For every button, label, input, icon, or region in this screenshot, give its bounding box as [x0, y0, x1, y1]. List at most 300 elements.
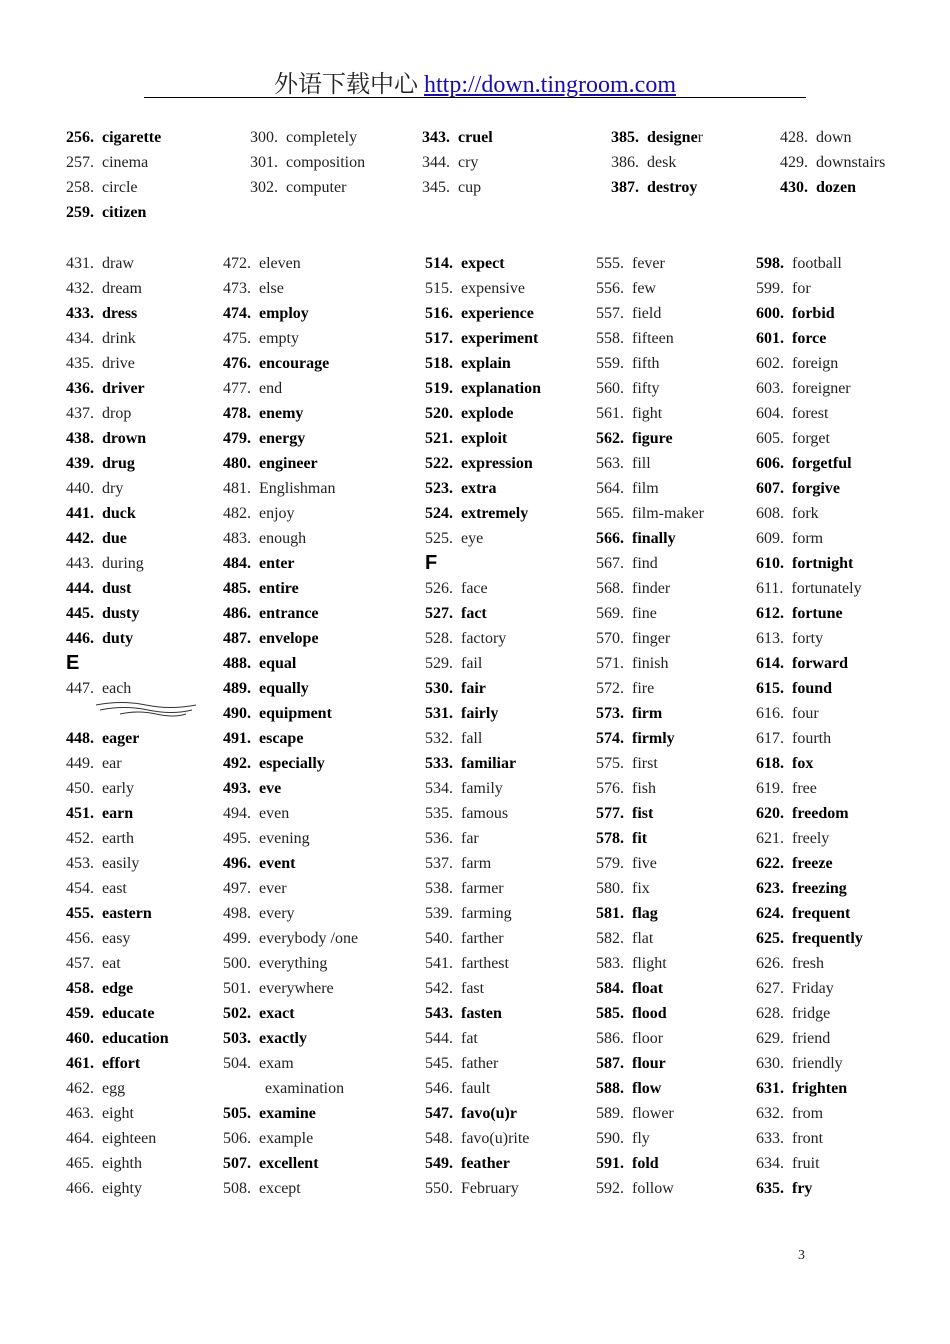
entry-number: 501. — [223, 980, 251, 997]
entry-number: 561. — [596, 405, 624, 422]
entry-word: evening — [259, 830, 310, 847]
word-column — [422, 125, 493, 200]
entry-word: exact — [259, 1005, 295, 1022]
entry-word: east — [102, 880, 127, 897]
entry-number: 483. — [223, 530, 251, 547]
entry-number: 557. — [596, 305, 624, 322]
word-entry — [596, 751, 704, 776]
entry-number: 486. — [223, 605, 251, 622]
word-entry — [425, 1176, 541, 1201]
entry-word: example — [259, 1130, 314, 1147]
header-rule — [144, 97, 806, 98]
word-entry — [756, 851, 863, 876]
word-entry — [66, 1101, 198, 1126]
entry-number: 258. — [66, 179, 94, 196]
entry-word: equal — [259, 655, 297, 672]
entry-number: 517. — [425, 330, 453, 347]
entry-number: 584. — [596, 980, 624, 997]
entry-number: 630. — [756, 1055, 784, 1072]
entry-number: 583. — [596, 955, 624, 972]
entry-number: 601. — [756, 330, 784, 347]
entry-word: few — [632, 280, 656, 297]
entry-word: explain — [461, 355, 511, 372]
entry-number: 540. — [425, 930, 453, 947]
word-entry — [596, 376, 704, 401]
word-entry — [756, 1001, 863, 1026]
word-entry — [250, 175, 365, 200]
entry-word: explode — [461, 405, 514, 422]
word-entry — [223, 351, 358, 376]
word-entry — [223, 401, 358, 426]
word-entry — [425, 651, 541, 676]
word-column — [250, 125, 365, 200]
entry-number: 566. — [596, 530, 624, 547]
entry-number: 485. — [223, 580, 251, 597]
entry-number: 431. — [66, 255, 94, 272]
entry-word: fast — [461, 980, 485, 997]
entry-number: 564. — [596, 480, 624, 497]
word-entry — [223, 676, 358, 701]
word-entry — [596, 801, 704, 826]
entry-number: 481. — [223, 480, 251, 497]
entry-number: 454. — [66, 880, 94, 897]
word-entry — [756, 951, 863, 976]
entry-word: familiar — [461, 755, 517, 772]
entry-number: 590. — [596, 1130, 624, 1147]
entry-number: 570. — [596, 630, 624, 647]
entry-word: even — [259, 805, 290, 822]
word-entry — [66, 251, 198, 276]
entry-number: 502. — [223, 1005, 251, 1022]
word-entry — [425, 751, 541, 776]
entry-word: friend — [792, 1030, 831, 1047]
entry-number: 499. — [223, 930, 251, 947]
word-entry — [66, 1151, 198, 1176]
entry-word: downstairs — [816, 154, 886, 171]
entry-number: 623. — [756, 880, 784, 897]
entry-word: composition — [286, 154, 366, 171]
entry-number: 477. — [223, 380, 251, 397]
word-entry — [425, 576, 541, 601]
word-entry — [66, 301, 198, 326]
entry-number: 516. — [425, 305, 453, 322]
entry-number: 463. — [66, 1105, 94, 1122]
entry-word: earn — [102, 805, 134, 822]
word-entry — [756, 351, 863, 376]
word-entry — [425, 526, 541, 551]
entry-word: energy — [259, 430, 306, 447]
entry-word: floor — [632, 1030, 664, 1047]
word-entry — [596, 951, 704, 976]
word-entry — [425, 926, 541, 951]
entry-number: 448. — [66, 730, 94, 747]
word-entry — [223, 551, 358, 576]
section-letter: E — [66, 652, 80, 674]
entry-number: 534. — [425, 780, 453, 797]
entry-number: 611. — [756, 580, 784, 597]
word-entry — [66, 501, 198, 526]
word-entry — [780, 125, 885, 150]
entry-word: driver — [102, 380, 145, 397]
entry-number: 565. — [596, 505, 624, 522]
word-entry — [425, 501, 541, 526]
entry-word: eighty — [102, 1180, 142, 1197]
entry-word: force — [792, 330, 827, 347]
word-entry — [596, 276, 704, 301]
entry-number: 581. — [596, 905, 624, 922]
entry-number: 524. — [425, 505, 453, 522]
entry-word: flood — [632, 1005, 667, 1022]
entry-word: eleven — [259, 255, 301, 272]
word-entry — [596, 701, 704, 726]
entry-word: down — [816, 129, 852, 146]
entry-number: 538. — [425, 880, 453, 897]
word-entry — [66, 876, 198, 901]
word-entry — [756, 1101, 863, 1126]
entry-number: 505. — [223, 1105, 251, 1122]
word-entry — [66, 1076, 198, 1101]
entry-number: 433. — [66, 305, 94, 322]
word-entry — [223, 951, 358, 976]
entry-word: free — [792, 780, 817, 797]
word-entry — [66, 326, 198, 351]
entry-word: ever — [259, 880, 287, 897]
entry-word: empty — [259, 330, 299, 347]
entry-word: forget — [792, 430, 830, 447]
entry-number: 634. — [756, 1155, 784, 1172]
word-entry — [66, 901, 198, 926]
entry-word: fish — [632, 780, 656, 797]
entry-number: 464. — [66, 1130, 94, 1147]
entry-number: 344. — [422, 154, 450, 171]
entry-word: except — [259, 1180, 301, 1197]
entry-word: designe — [647, 129, 698, 146]
word-entry — [756, 601, 863, 626]
entry-word: forgive — [792, 480, 840, 497]
entry-word: encourage — [259, 355, 330, 372]
word-entry — [756, 1051, 863, 1076]
entry-word: each — [102, 680, 132, 697]
entry-word: fridge — [792, 1005, 831, 1022]
entry-word: forgetful — [792, 455, 852, 472]
entry-number: 610. — [756, 555, 784, 572]
entry-number: 460. — [66, 1030, 94, 1047]
word-entry — [596, 476, 704, 501]
entry-word: farm — [461, 855, 492, 872]
entry-word: enough — [259, 530, 307, 547]
entry-number: 489. — [223, 680, 251, 697]
entry-number: 560. — [596, 380, 624, 397]
word-entry — [66, 125, 161, 150]
word-entry — [223, 526, 358, 551]
entry-number: 482. — [223, 505, 251, 522]
word-entry — [223, 451, 358, 476]
entry-word: dust — [102, 580, 132, 597]
word-entry — [596, 1026, 704, 1051]
entry-word: football — [792, 255, 842, 272]
entry-number: 546. — [425, 1080, 453, 1097]
word-entry — [66, 776, 198, 801]
entry-number: 550. — [425, 1180, 453, 1197]
entry-word: fortunately — [791, 580, 862, 597]
entry-word: expensive — [461, 280, 525, 297]
entry-number: 458. — [66, 980, 94, 997]
word-entry — [422, 150, 493, 175]
word-entry — [756, 901, 863, 926]
entry-word: else — [259, 280, 284, 297]
entry-number: 537. — [425, 855, 453, 872]
entry-number: 559. — [596, 355, 624, 372]
entry-number: 569. — [596, 605, 624, 622]
word-entry — [425, 1101, 541, 1126]
entry-number: 578. — [596, 830, 624, 847]
entry-word: fist — [632, 805, 654, 822]
entry-word: destroy — [647, 179, 698, 196]
entry-number: 598. — [756, 255, 784, 272]
word-entry — [756, 301, 863, 326]
entry-word: end — [259, 380, 283, 397]
entry-word: dream — [102, 280, 142, 297]
word-continuation: examination — [265, 1080, 345, 1097]
entry-number: 472. — [223, 255, 251, 272]
word-entry — [756, 626, 863, 651]
entry-number: 563. — [596, 455, 624, 472]
entry-number: 450. — [66, 780, 94, 797]
entry-word: flower — [632, 1105, 674, 1122]
entry-number: 435. — [66, 355, 94, 372]
entry-number: 443. — [66, 555, 94, 572]
word-entry — [596, 576, 704, 601]
entry-number: 343. — [422, 129, 450, 146]
word-entry — [223, 326, 358, 351]
entry-number: 439. — [66, 455, 94, 472]
word-entry — [223, 826, 358, 851]
entry-word: fault — [461, 1080, 491, 1097]
entry-word: exactly — [259, 1030, 307, 1047]
word-entry — [223, 1151, 358, 1176]
word-entry — [66, 926, 198, 951]
entry-word: enemy — [259, 405, 304, 422]
entry-number: 301. — [250, 154, 278, 171]
entry-word: eve — [259, 780, 282, 797]
entry-number: 620. — [756, 805, 784, 822]
entry-word: eye — [461, 530, 484, 547]
entry-word: freeze — [792, 855, 833, 872]
word-entry — [756, 451, 863, 476]
entry-word: due — [102, 530, 127, 547]
entry-number: 543. — [425, 1005, 453, 1022]
entry-word: event — [259, 855, 296, 872]
entry-number: 545. — [425, 1055, 453, 1072]
entry-number: 345. — [422, 179, 450, 196]
entry-word: fall — [461, 730, 483, 747]
word-entry — [596, 326, 704, 351]
page-number: 3 — [798, 1248, 805, 1263]
entry-word: eighth — [102, 1155, 142, 1172]
entry-word: fasten — [461, 1005, 502, 1022]
entry-number: 259. — [66, 204, 94, 221]
entry-number: 533. — [425, 755, 453, 772]
entry-number: 599. — [756, 280, 784, 297]
entry-number: 523. — [425, 480, 453, 497]
entry-number: 627. — [756, 980, 784, 997]
word-entry — [223, 1126, 358, 1151]
entry-word: farther — [461, 930, 504, 947]
entry-word: early — [102, 780, 134, 797]
word-entry — [596, 1176, 704, 1201]
word-entry — [596, 776, 704, 801]
entry-word: first — [632, 755, 658, 772]
entry-number: 633. — [756, 1130, 784, 1147]
word-entry — [596, 1001, 704, 1026]
word-entry — [223, 726, 358, 751]
entry-word: forest — [792, 405, 829, 422]
word-entry — [756, 401, 863, 426]
entry-number: 568. — [596, 580, 624, 597]
word-entry — [425, 1126, 541, 1151]
entry-number: 447. — [66, 680, 94, 697]
word-entry — [596, 1126, 704, 1151]
entry-word-suffix: r — [697, 129, 703, 146]
entry-word: farthest — [461, 955, 509, 972]
entry-word: far — [461, 830, 479, 847]
word-entry — [223, 776, 358, 801]
entry-word: found — [792, 680, 833, 697]
word-entry — [596, 676, 704, 701]
word-entry — [425, 826, 541, 851]
word-column — [611, 125, 703, 200]
entry-number: 587. — [596, 1055, 624, 1072]
entry-number: 488. — [223, 655, 251, 672]
word-entry — [756, 1076, 863, 1101]
entry-number: 592. — [596, 1180, 624, 1197]
entry-number: 500. — [223, 955, 251, 972]
entry-word: front — [792, 1130, 824, 1147]
word-entry — [223, 1051, 358, 1076]
word-entry — [223, 1026, 358, 1051]
entry-number: 536. — [425, 830, 453, 847]
word-entry — [223, 926, 358, 951]
word-entry — [223, 376, 358, 401]
word-entry — [425, 251, 541, 276]
entry-word: fit — [632, 830, 648, 847]
entry-number: 579. — [596, 855, 624, 872]
entry-word: frighten — [792, 1080, 848, 1097]
word-entry — [223, 1001, 358, 1026]
entry-word: fold — [632, 1155, 659, 1172]
entry-word: cinema — [102, 154, 149, 171]
entry-word: equipment — [259, 705, 332, 722]
entry-number: 532. — [425, 730, 453, 747]
word-entry — [66, 1126, 198, 1151]
word-entry — [756, 751, 863, 776]
word-entry — [425, 776, 541, 801]
entry-word: enter — [259, 555, 295, 572]
entry-number: 608. — [756, 505, 784, 522]
entry-number: 459. — [66, 1005, 94, 1022]
entry-word: field — [632, 305, 662, 322]
entry-word: favo(u)r — [461, 1105, 517, 1122]
word-entry — [756, 1126, 863, 1151]
entry-word: film — [632, 480, 659, 497]
entry-word: dozen — [816, 179, 856, 196]
entry-word: drug — [102, 455, 135, 472]
entry-word: follow — [632, 1180, 674, 1197]
entry-word: drink — [102, 330, 136, 347]
entry-number: 461. — [66, 1055, 94, 1072]
word-entry — [66, 476, 198, 501]
entry-number: 625. — [756, 930, 784, 947]
word-entry — [596, 876, 704, 901]
word-entry — [425, 426, 541, 451]
entry-number: 617. — [756, 730, 784, 747]
entry-word: drop — [102, 405, 132, 422]
entry-word: eight — [102, 1105, 134, 1122]
word-entry — [596, 251, 704, 276]
word-entry — [425, 1001, 541, 1026]
entry-word: fairly — [461, 705, 499, 722]
entry-number: 508. — [223, 1180, 251, 1197]
entry-word: finder — [632, 580, 671, 597]
entry-word: escape — [259, 730, 304, 747]
word-entry — [780, 150, 885, 175]
entry-word: fifth — [632, 355, 660, 372]
entry-word: enjoy — [259, 505, 295, 522]
header-url-link[interactable]: http://down.tingroom.com — [424, 72, 676, 98]
word-entry — [425, 876, 541, 901]
entry-word: eager — [102, 730, 140, 747]
word-entry — [596, 1051, 704, 1076]
entry-word: egg — [102, 1080, 126, 1097]
entry-word: drown — [102, 430, 147, 447]
entry-number: 302. — [250, 179, 278, 196]
entry-number: 474. — [223, 305, 251, 322]
word-entry — [756, 701, 863, 726]
word-entry — [66, 1001, 198, 1026]
word-entry — [223, 876, 358, 901]
entry-word: farmer — [461, 880, 504, 897]
entry-word: fortune — [792, 605, 843, 622]
entry-word: foreigner — [792, 380, 851, 397]
entry-number: 527. — [425, 605, 453, 622]
entry-number: 541. — [425, 955, 453, 972]
word-entry — [756, 1026, 863, 1051]
word-entry — [223, 301, 358, 326]
word-entry — [223, 1176, 358, 1201]
entry-word: dry — [102, 480, 124, 497]
word-column — [223, 251, 358, 1201]
word-entry — [596, 851, 704, 876]
entry-word: flow — [632, 1080, 662, 1097]
word-entry — [425, 1026, 541, 1051]
entry-number: 603. — [756, 380, 784, 397]
word-entry — [66, 376, 198, 401]
word-entry — [66, 751, 198, 776]
word-entry — [756, 526, 863, 551]
word-entry — [66, 551, 198, 576]
entry-number: 602. — [756, 355, 784, 372]
entry-word: flag — [632, 905, 658, 922]
word-entry — [756, 1151, 863, 1176]
word-entry — [425, 326, 541, 351]
word-entry — [425, 626, 541, 651]
entry-number: 444. — [66, 580, 94, 597]
entry-number: 615. — [756, 680, 784, 697]
entry-number: 605. — [756, 430, 784, 447]
entry-number: 504. — [223, 1055, 251, 1072]
entry-number: 571. — [596, 655, 624, 672]
word-entry — [223, 276, 358, 301]
